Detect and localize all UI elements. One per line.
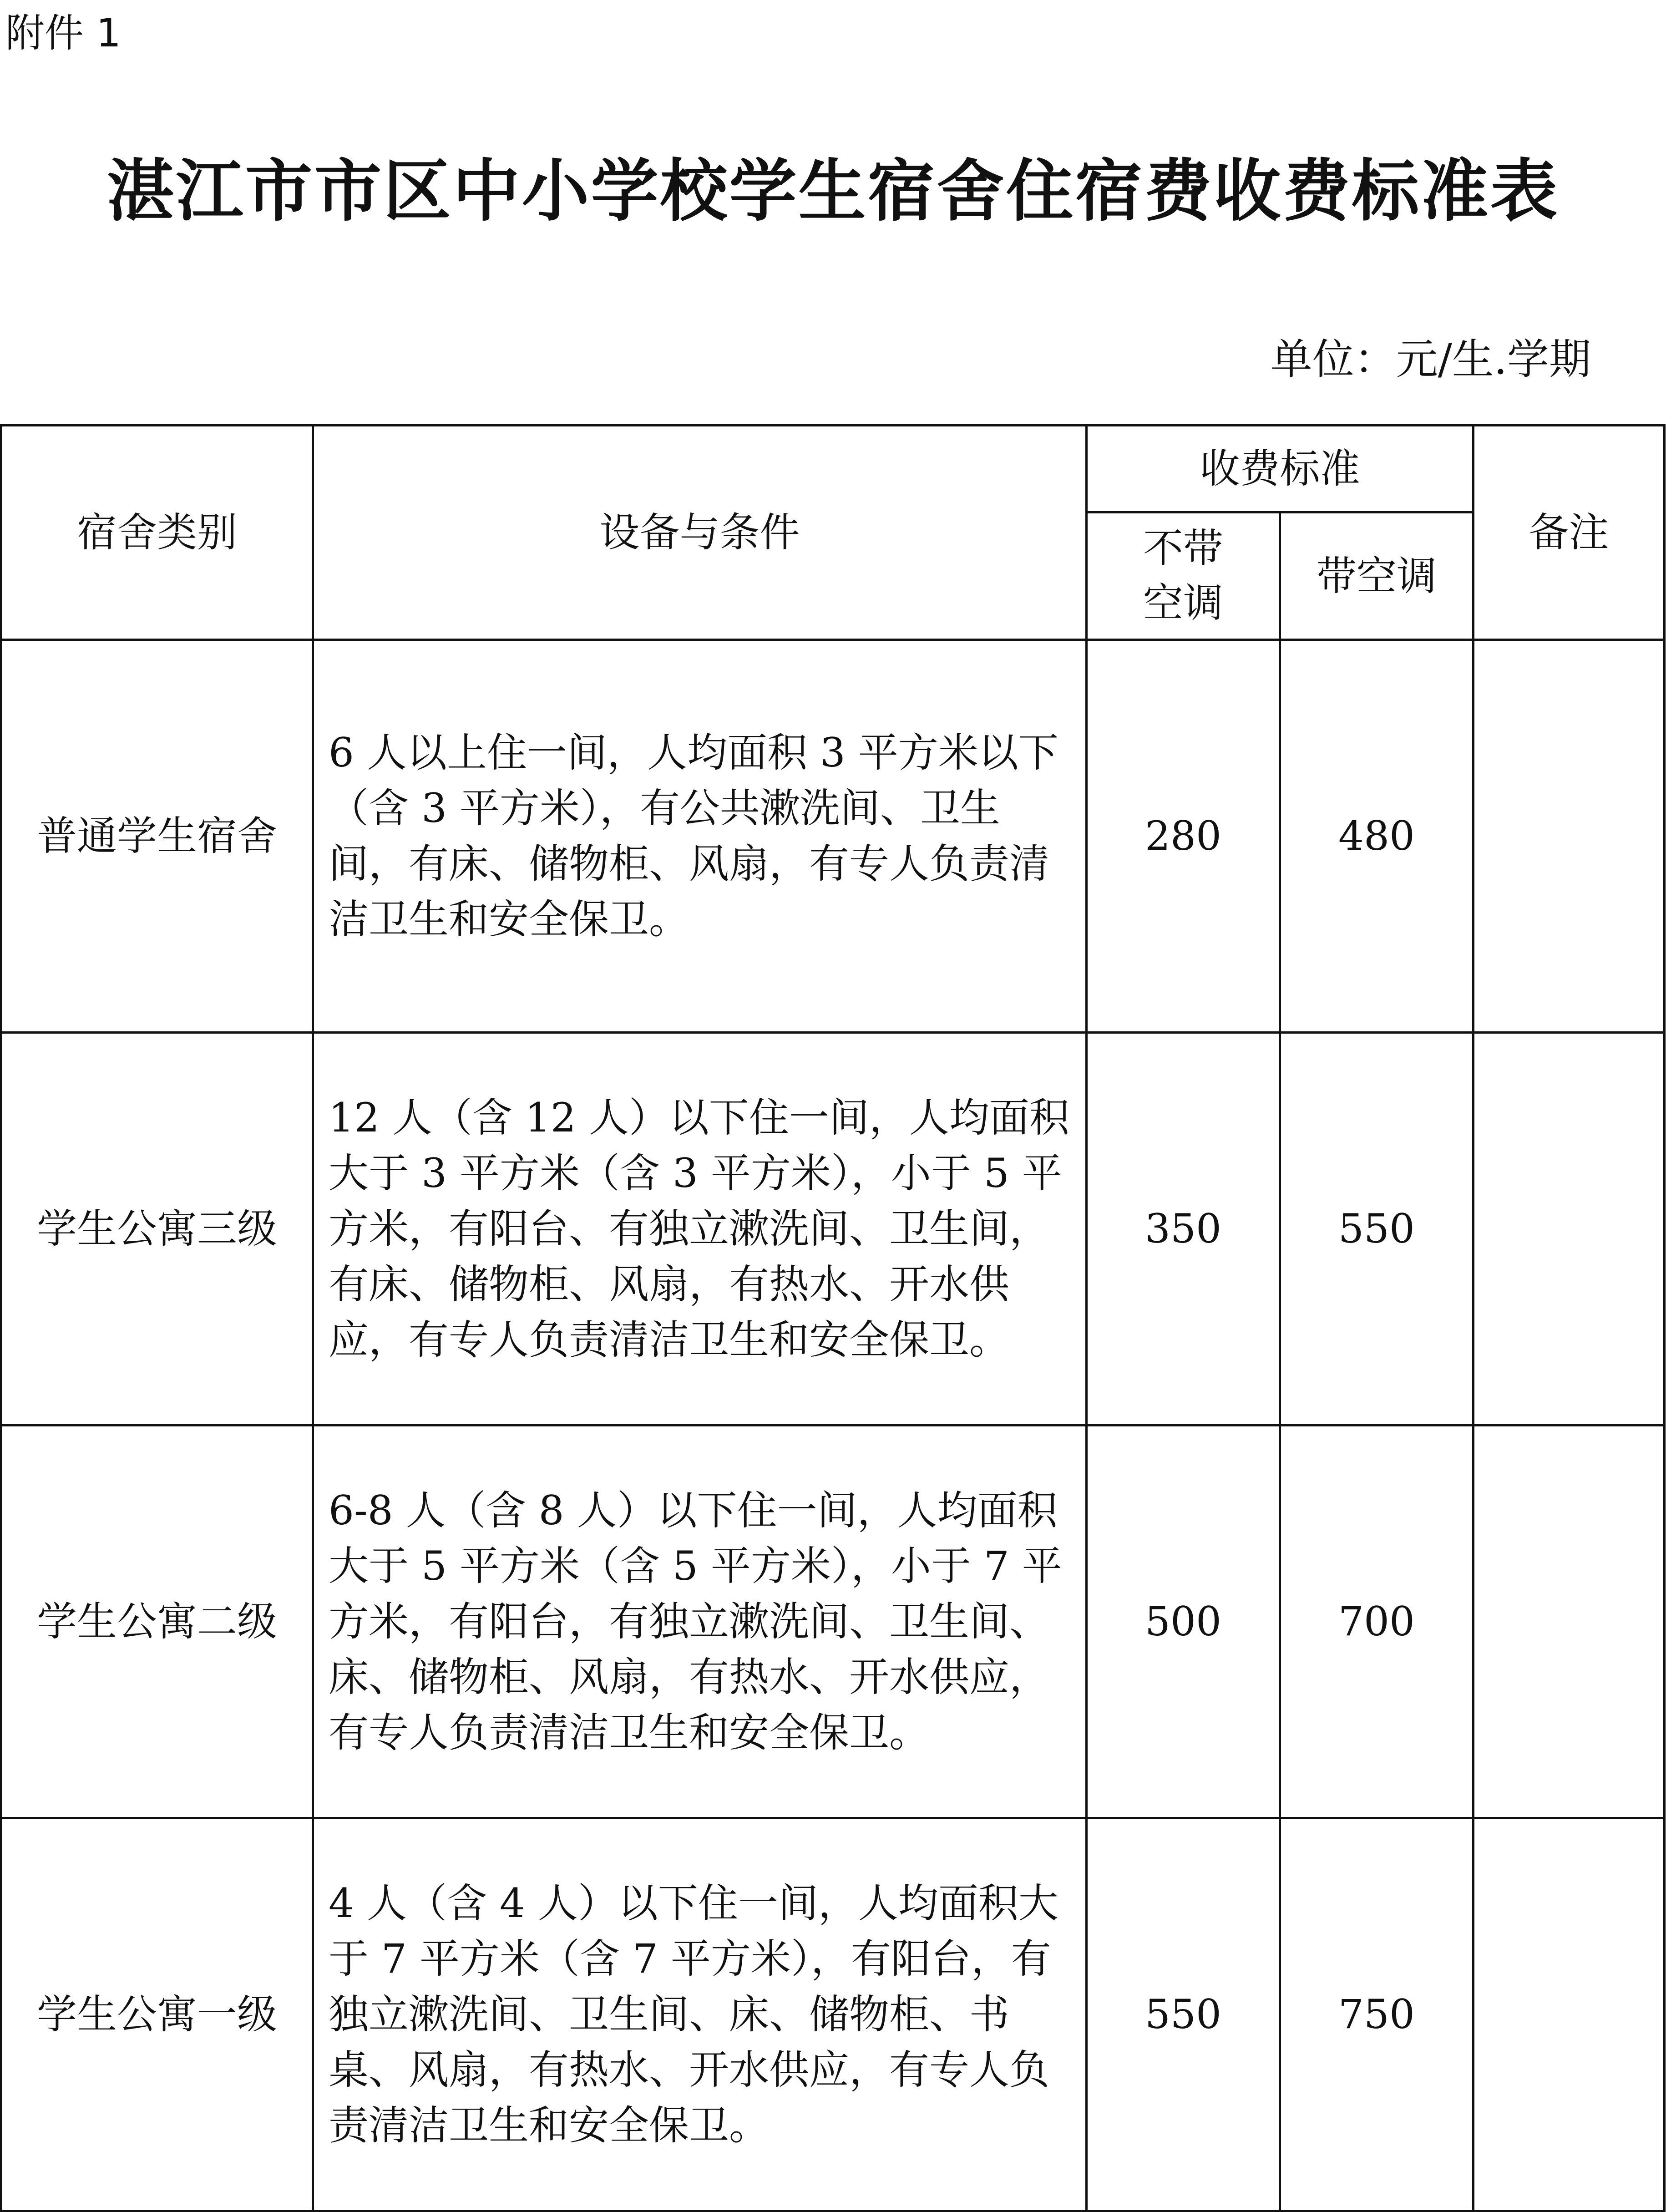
attachment-label: 附件 1 [5,10,122,56]
row-with-ac-fee: 480 [1280,640,1474,1033]
row-remarks [1474,640,1665,1033]
row-no-ac-fee: 550 [1087,1818,1280,2211]
row-remarks [1474,1818,1665,2211]
row-with-ac-fee: 750 [1280,1818,1474,2211]
header-no-ac [1087,512,1280,640]
header-category: 宿舍类别 [1,426,313,640]
header-conditions: 设备与条件 [313,426,1087,640]
row-category: 学生公寓二级 [1,1426,313,1818]
document-title: 湛江市市区中小学校学生宿舍住宿费收费标准表 [106,152,1560,230]
row-no-ac-fee: 500 [1087,1426,1280,1818]
row-no-ac-fee: 350 [1087,1033,1280,1426]
header-with-ac: 带空调 [1280,512,1474,640]
unit-label: 单位：元/生.学期 [1270,335,1591,384]
table-row [1,1818,1665,2211]
row-conditions: 6 人以上住一间，人均面积 3 平方米以下（含 3 平方米），有公共漱洗间、卫生间，有床、储物柜、风扇，有专人负责清洁卫生和安全保卫。 [313,640,1087,1033]
row-category: 学生公寓一级 [1,1818,313,2211]
row-no-ac-fee: 280 [1087,640,1280,1033]
row-remarks [1474,1426,1665,1818]
row-with-ac-fee: 550 [1280,1033,1474,1426]
table-row [1,1033,1665,1426]
row-conditions: 6-8 人（含 8 人）以下住一间，人均面积大于 5 平方米（含 5 平方米），小于 7 平方米，有阳台，有独立漱洗间、卫生间、床、储物柜、风扇，有热水、开水供应，有专人负责清洁卫生和安全保卫。 [313,1426,1087,1818]
header-no-ac-label: 不带空调 [1143,525,1223,626]
row-with-ac-fee: 700 [1280,1426,1474,1818]
fee-standard-table [0,424,1666,2212]
row-conditions: 4 人（含 4 人）以下住一间，人均面积大于 7 平方米（含 7 平方米），有阳台，有独立漱洗间、卫生间、床、储物柜、书桌、风扇，有热水、开水供应，有专人负责清洁卫生和安全保卫。 [313,1818,1087,2211]
header-row [1,426,1665,512]
table-row [1,1426,1665,1818]
header-remarks: 备注 [1474,426,1665,640]
row-category: 普通学生宿舍 [1,640,313,1033]
header-fee-standard: 收费标准 [1087,426,1474,512]
table-row [1,640,1665,1033]
row-conditions: 12 人（含 12 人）以下住一间，人均面积大于 3 平方米（含 3 平方米），小于 5 平方米，有阳台、有独立漱洗间、卫生间，有床、储物柜、风扇，有热水、开水供应，有专人负责清洁卫生和安全保卫。 [313,1033,1087,1426]
row-remarks [1474,1033,1665,1426]
row-category: 学生公寓三级 [1,1033,313,1426]
